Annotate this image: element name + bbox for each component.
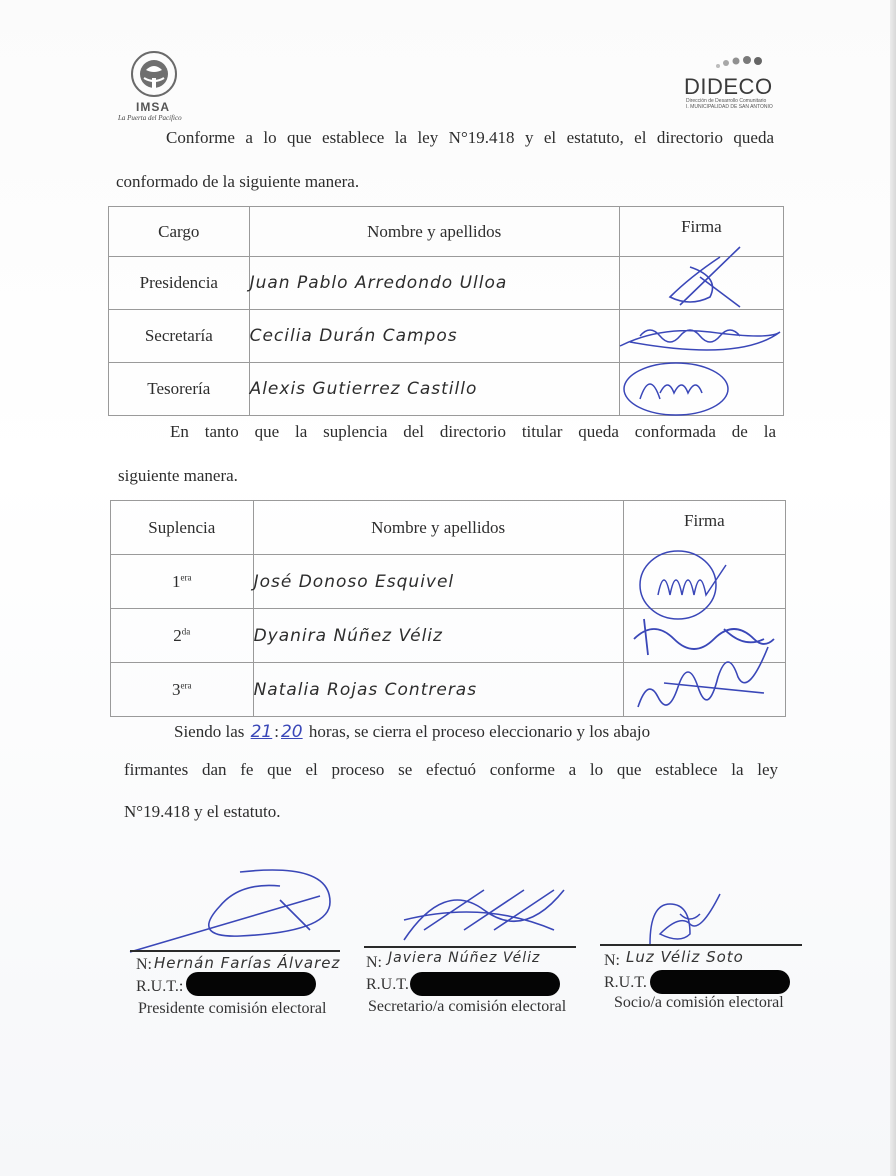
nombre-suplente-1: José Donoso Esquivel: [253, 555, 623, 609]
suplencia-3: [111, 663, 254, 717]
imsa-emblem-icon: [124, 48, 184, 100]
suplencia-1: [111, 555, 254, 609]
suplencia-2: [111, 609, 254, 663]
signature-suplente-1-icon: [624, 555, 786, 609]
signature-presidencia-icon: [620, 257, 784, 310]
suplencia-3-suffix: era: [180, 679, 192, 690]
suplencia-intro-line-2: siguiente manera.: [118, 466, 238, 485]
dideco-subtitle: Dirección de Desarrollo Comunitario: [686, 98, 767, 104]
suplencia-2-suffix: da: [181, 625, 191, 636]
signatory-3-name: Luz Véliz Soto: [626, 948, 744, 966]
dideco-municipality: I. MUNICIPALIDAD DE SAN ANTONIO: [686, 104, 773, 110]
closing-sep: :: [274, 722, 279, 741]
nombre-presidencia: Juan Pablo Arredondo Ulloa: [249, 257, 619, 310]
signatory-2-n-label: N:: [366, 954, 382, 971]
intro-line-1: Conforme a lo que establece la ley N°19.418 y el estatuto, el directorio queda: [166, 128, 774, 147]
firma-secretaria: [619, 310, 783, 363]
header-firma: Firma: [623, 501, 785, 555]
signatory-1-n-label: N:: [136, 956, 152, 973]
signature-secretario-icon: [364, 880, 578, 950]
cargo-secretaria: Secretaría: [109, 310, 250, 363]
closing-minute: 20: [280, 722, 303, 742]
header-firma: Firma: [619, 207, 783, 257]
header-suplencia: Suplencia: [111, 501, 254, 555]
closing-hour: 21: [250, 722, 273, 742]
intro-line-2: conformado de la siguiente manera.: [116, 172, 360, 191]
signatory-3-rut-label: R.U.T.: [604, 974, 647, 991]
signatory-presidente: [130, 860, 350, 1030]
table-row: [111, 609, 786, 663]
firma-tesoreria: [619, 363, 783, 416]
signatory-2-name: Javiera Núñez Véliz: [388, 950, 541, 966]
imsa-logo: [114, 48, 204, 124]
signatory-3-role: Socio/a comisión electoral: [614, 994, 784, 1011]
signatory-3-n-label: N:: [604, 952, 620, 969]
nombre-suplente-2: Dyanira Núñez Véliz: [253, 609, 623, 663]
firma-suplente-2: [623, 609, 785, 663]
directorio-table: [108, 206, 784, 416]
firma-suplente-3: [623, 663, 785, 717]
closing-pre: Siendo las: [174, 722, 245, 741]
closing-line-2: firmantes dan fe que el proceso se efectuó conforme a lo que establece la ley: [124, 760, 778, 779]
signatory-1-rut-label: R.U.T.:: [136, 978, 184, 995]
header-cargo: Cargo: [109, 207, 250, 257]
table-header-row: [111, 501, 786, 555]
suplencia-1-num: 1: [172, 571, 181, 591]
imsa-name: IMSA: [136, 100, 170, 114]
nombre-tesoreria: Alexis Gutierrez Castillo: [249, 363, 619, 416]
signature-socio-icon: [600, 890, 804, 950]
table-row: [111, 555, 786, 609]
header-nombre: Nombre y apellidos: [249, 207, 619, 257]
signatory-1-name: Hernán Farías Álvarez: [154, 954, 341, 972]
redacted-rut-2: [410, 972, 560, 996]
redacted-rut-3: [650, 970, 790, 994]
imsa-tagline: La Puerta del Pacífico: [118, 114, 182, 122]
table-row: [109, 257, 784, 310]
signature-presidente-icon: [130, 860, 350, 960]
signatory-socio: [600, 890, 804, 1030]
signature-line: [364, 946, 576, 948]
suplencia-1-suffix: era: [180, 571, 192, 582]
signature-line: [600, 944, 802, 946]
header-nombre: Nombre y apellidos: [253, 501, 623, 555]
signature-suplente-3-icon: [624, 663, 786, 717]
signatory-2-role: Secretario/a comisión electoral: [368, 998, 567, 1015]
signature-tesoreria-icon: [620, 363, 784, 416]
dideco-dots-icon: [712, 54, 772, 72]
table-row: [109, 310, 784, 363]
redacted-rut-1: [186, 972, 316, 996]
suplencia-3-num: 3: [172, 679, 181, 699]
page-edge-shadow: [890, 0, 896, 1176]
closing-line-3: N°19.418 y el estatuto.: [124, 802, 281, 821]
table-header-row: [109, 207, 784, 257]
firma-suplente-1: [623, 555, 785, 609]
signature-line: [130, 950, 340, 952]
table-row: [111, 663, 786, 717]
suplencia-intro-line-1: En tanto que la suplencia del directorio titular queda conformada de la: [170, 422, 776, 441]
firma-presidencia: [619, 257, 783, 310]
dideco-name: DIDECO: [684, 74, 773, 99]
closing-post: horas, se cierra el proceso eleccionario y los abajo: [308, 722, 651, 741]
suplencia-table: [110, 500, 786, 717]
dideco-logo: [676, 52, 786, 112]
signatory-1-role: Presidente comisión electoral: [138, 1000, 327, 1017]
nombre-suplente-3: Natalia Rojas Contreras: [253, 663, 623, 717]
signatory-secretario: [364, 880, 578, 1030]
nombre-secretaria: Cecilia Durán Campos: [249, 310, 619, 363]
cargo-tesoreria: Tesorería: [109, 363, 250, 416]
signatory-2-rut-label: R.U.T.: [366, 976, 409, 993]
signature-suplente-2-icon: [624, 609, 786, 663]
signature-secretaria-icon: [620, 310, 784, 363]
cargo-presidencia: Presidencia: [109, 257, 250, 310]
table-row: [109, 363, 784, 416]
suplencia-2-num: 2: [173, 625, 182, 645]
closing-line-1: [174, 722, 784, 742]
